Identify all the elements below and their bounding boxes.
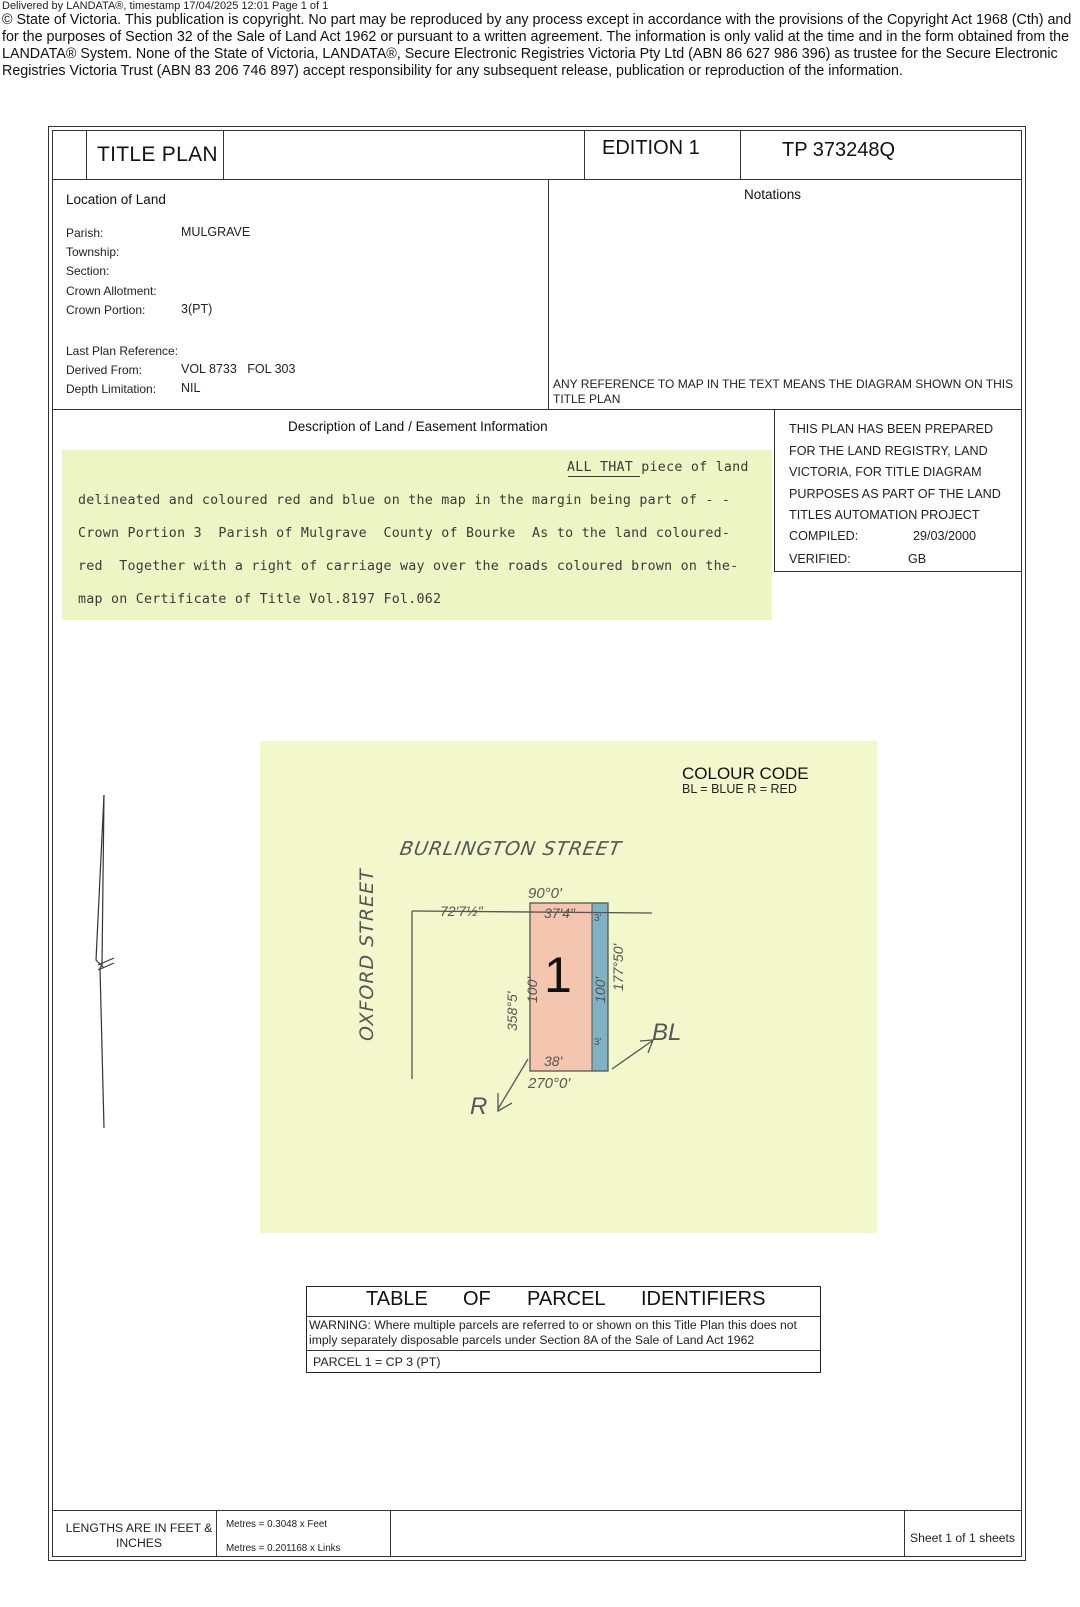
derived-from-label: Derived From: [66, 363, 143, 377]
divider [216, 1510, 217, 1556]
land-description-panel [62, 450, 772, 620]
title-diagram [260, 741, 877, 1233]
crown-portion-value: 3(PT) [181, 302, 213, 316]
parcel-table-warning: WARNING: Where multiple parcels are referred to or shown on this Title Plan this does not imply separately disposable parcels under Section 8A of the Sale of Land Act 1962 [309, 1318, 797, 1347]
table-title-word: TABLE [366, 1288, 428, 1310]
dimension-left: 100' [524, 976, 540, 1003]
underline [568, 476, 640, 477]
colour-code-legend: BL = BLUE R = RED [682, 782, 797, 796]
divider [774, 409, 775, 571]
description-line: ALL THAT piece of land [567, 460, 749, 475]
plan-number: TP 373248Q [782, 139, 896, 161]
divider [53, 1510, 1021, 1511]
township-label: Township: [66, 245, 120, 259]
divider [904, 1510, 905, 1556]
strip-width-top: 3' [594, 913, 602, 924]
table-title-word: PARCEL [527, 1288, 606, 1310]
table-title-word: IDENTIFIERS [641, 1288, 766, 1310]
parcel-row: PARCEL 1 = CP 3 (PT) [313, 1355, 441, 1369]
metres-links-conversion: Metres = 0.201168 x Links [226, 1543, 341, 1554]
verified-label: VERIFIED: [789, 552, 851, 566]
depth-limitation-value: NIL [181, 381, 201, 395]
blue-label: BL [652, 1019, 682, 1046]
dimension-right: 100' [592, 976, 608, 1003]
section-label: Section: [66, 264, 110, 278]
plan-title: TITLE PLAN [97, 143, 218, 166]
derived-from-value: VOL 8733 FOL 303 [181, 362, 296, 376]
compiled-date: 29/03/2000 [913, 529, 977, 543]
description-heading: Description of Land / Easement Information [288, 419, 548, 434]
divider [86, 131, 87, 179]
map-reference-note: ANY REFERENCE TO MAP IN THE TEXT MEANS THE DIAGRAM SHOWN ON THIS TITLE PLAN [553, 377, 1014, 406]
sheet-count: Sheet 1 of 1 sheets [910, 1531, 1016, 1545]
parcel-number: 1 [544, 947, 572, 1003]
divider [584, 131, 585, 179]
table-title-word: OF [463, 1288, 491, 1310]
dimension-top-left: 72'7½" [440, 903, 483, 919]
colour-code-heading: COLOUR CODE [682, 764, 809, 783]
street-name-burlington: BURLINGTON STREET [398, 838, 624, 860]
notations-heading: Notations [744, 187, 802, 202]
north-arrow-icon [90, 790, 130, 1130]
street-name-oxford: OXFORD STREET [356, 868, 378, 1041]
description-line: Crown Portion 3 Parish of Mulgrave County of Bourke As to the land coloured- [78, 526, 731, 541]
description-line: map on Certificate of Title Vol.8197 Fol.062 [78, 592, 442, 607]
parish-label: Parish: [66, 226, 104, 240]
preparation-statement: THIS PLAN HAS BEEN PREPARED FOR THE LAND REGISTRY, LAND VICTORIA, FOR TITLE DIAGRAM PURPOSES AS PART OF THE LAND TITLES AUTOMATION PROJECT [789, 422, 1001, 522]
dimension-bottom: 38' [544, 1053, 563, 1069]
divider [390, 1510, 391, 1556]
parish-value: MULGRAVE [181, 225, 251, 239]
crown-allotment-label: Crown Allotment: [66, 284, 157, 298]
bearing-bottom: 270°0' [528, 1075, 571, 1092]
bearing-top: 90°0' [528, 885, 562, 902]
metres-feet-conversion: Metres = 0.3048 x Feet [226, 1519, 328, 1530]
depth-limitation-label: Depth Limitation: [66, 382, 157, 396]
divider [307, 1350, 820, 1351]
crown-portion-label: Crown Portion: [66, 303, 146, 317]
red-label: R [470, 1093, 488, 1120]
edition-label: EDITION 1 [602, 137, 700, 159]
divider [223, 131, 224, 179]
last-plan-reference-label: Last Plan Reference: [66, 344, 179, 358]
divider [548, 179, 549, 409]
divider [53, 179, 1021, 180]
strip-width-bottom: 3' [594, 1037, 602, 1048]
delivery-stamp: Delivered by LANDATA®, timestamp 17/04/2025 12:01 Page 1 of 1 [2, 0, 329, 12]
divider [740, 131, 741, 179]
bearing-left: 358°5' [504, 991, 520, 1031]
compiled-label: COMPILED: [789, 529, 859, 543]
bearing-right: 177°50' [610, 943, 626, 991]
dimension-top: 37'4" [544, 905, 576, 921]
divider [774, 571, 1021, 572]
location-heading: Location of Land [66, 192, 166, 207]
description-line: delineated and coloured red and blue on the map in the margin being part of - - [78, 493, 731, 508]
lengths-unit-note: LENGTHS ARE IN FEET & INCHES [65, 1521, 213, 1550]
divider [307, 1316, 820, 1317]
verified-initials: GB [908, 552, 927, 566]
description-line: red Together with a right of carriage way over the roads coloured brown on the- [78, 559, 739, 574]
copyright-notice: © State of Victoria. This publication is copyright. No part may be reproduced by any process except in accordance with the provisions of the Copyright Act 1968 (Cth) and for the purposes of Section 32 of the Sale of Land Act 1962 or pursuant to a written agreement. The information is only valid at the time and in the form obtained from the LANDATA® System. None of the State of Victoria, LANDATA®, Secure Electronic Registries Victoria Pty Ltd (ABN 86 627 986 396) as trustee for the Secure Electronic Registries Victoria Trust (ABN 83 206 746 897) accept responsibility for any subsequent release, publication or reproduction of the information. [2, 12, 1072, 79]
divider [53, 409, 1021, 410]
